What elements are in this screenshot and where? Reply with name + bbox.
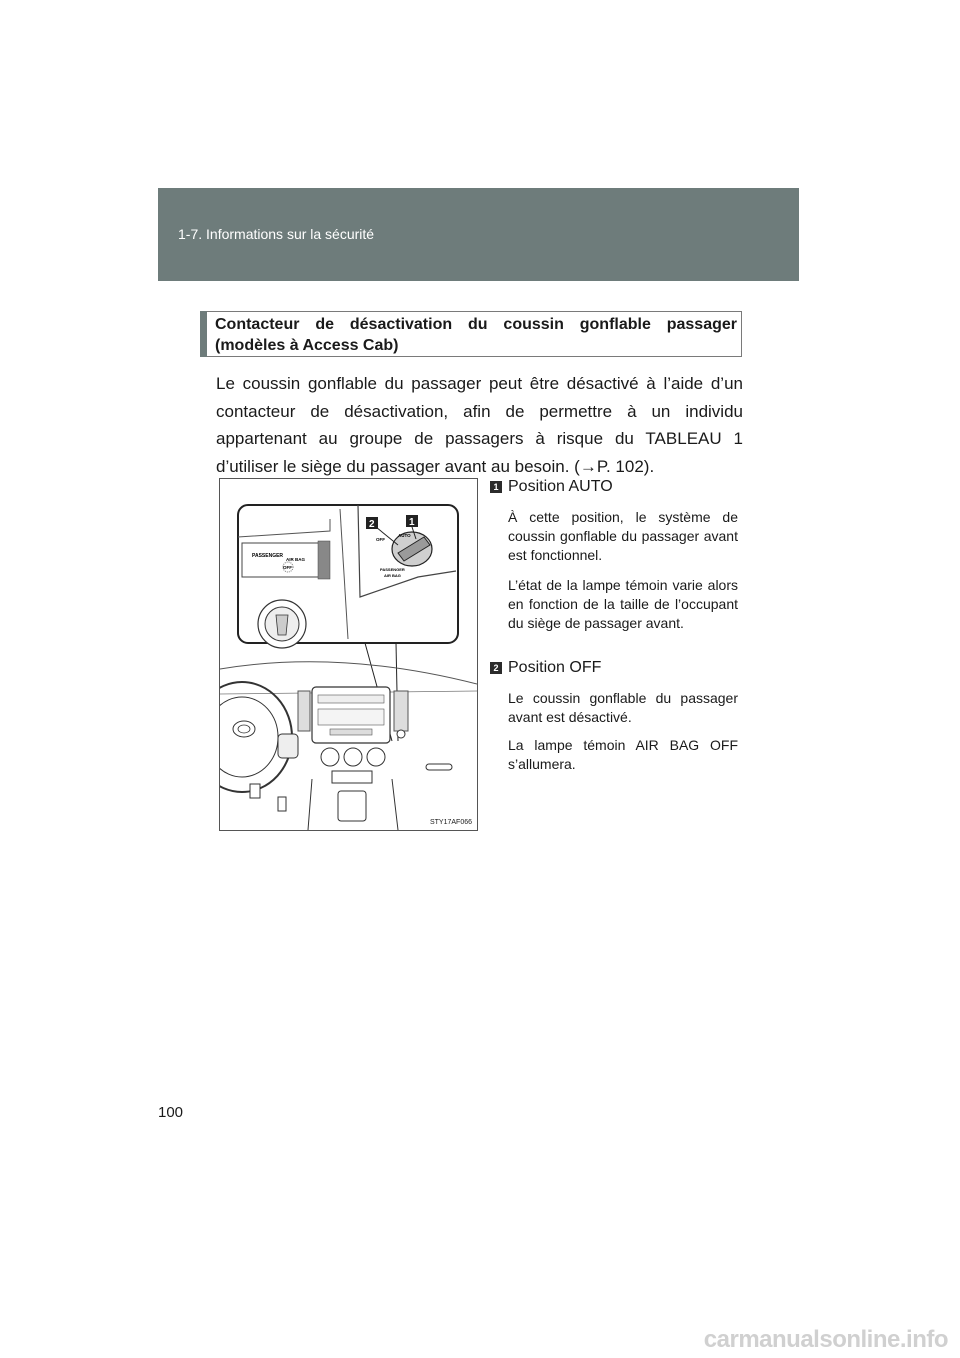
item-2-title: Position OFF xyxy=(508,659,602,676)
watermark: carmanualsonline.info xyxy=(703,1326,948,1353)
page-number: 100 xyxy=(158,1104,184,1121)
breadcrumb: 1-7. Informations sur la sécurité xyxy=(178,226,375,242)
off-label: OFF xyxy=(283,565,292,570)
item-2-badge: 2 xyxy=(490,662,502,674)
callout-2: 2 xyxy=(369,519,375,530)
switch-off-label: OFF xyxy=(376,537,385,542)
item-1-title: Position AUTO xyxy=(508,478,613,495)
switch-airbag-label: AIR BAG xyxy=(384,573,401,578)
section-title-bar xyxy=(200,311,207,357)
dashboard-illustration xyxy=(219,478,478,831)
callout-1: 1 xyxy=(409,517,415,528)
intro-paragraph: Le coussin gonflable du passager peut être désactivé à l’aide d’un contacteur de désactivation, afin de permettre à un individu appartenant au groupe de passagers à risque du TABLEAU 1 d’utiliser le siège du passager avant au besoin. (→P. 102). xyxy=(216,374,743,476)
airbag-label: AIR BAG xyxy=(286,557,305,562)
item-1-badge: 1 xyxy=(490,481,502,493)
switch-passenger-label: PASSENGER xyxy=(380,567,405,572)
item-1-paragraph-2: L’état de la lampe témoin varie alors en fonction de la taille de l’occupant du siège de passager avant. xyxy=(508,577,738,631)
passenger-label: PASSENGER xyxy=(252,553,284,559)
switch-auto-label: AUTO xyxy=(398,533,411,538)
section-title: Contacteur de désactivation du coussin gonflable passager (modèles à Access Cab) xyxy=(215,316,737,354)
item-2-paragraph-2: La lampe témoin AIR BAG OFF s’allumera. xyxy=(508,737,738,772)
item-2-paragraph-1: Le coussin gonflable du passager avant est désactivé. xyxy=(508,690,738,725)
dashboard-drawing xyxy=(220,479,477,830)
item-1-paragraph-1: À cette position, le système de coussin gonflable du passager avant est fonctionnel. xyxy=(508,509,738,563)
figure-code: STY17AF066 xyxy=(429,819,472,826)
